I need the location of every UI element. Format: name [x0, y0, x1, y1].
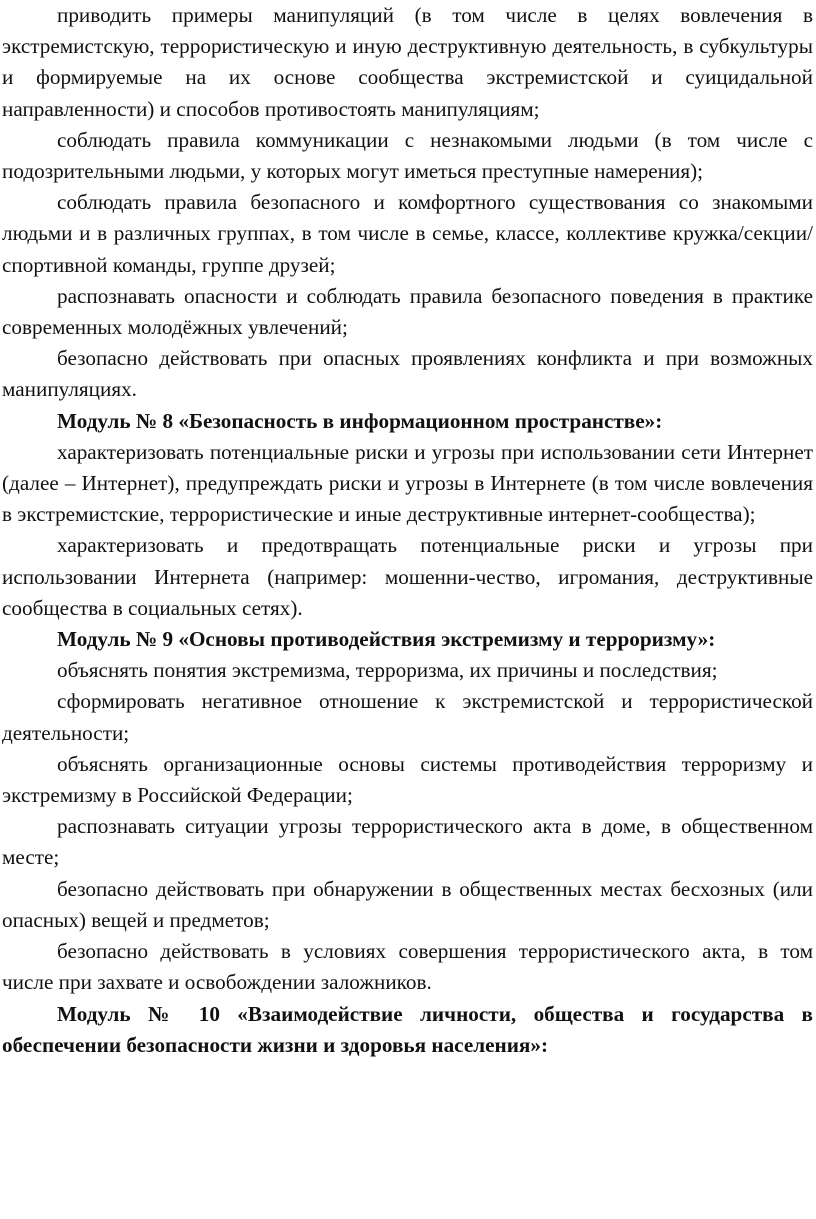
paragraph-internet-risks: характеризовать потенциальные риски и угрозы при использовании сети Интернет (далее – Интернет), предупреждать риски и угрозы в Интернете (в том числе вовлечения в экстремистские, террористические и иные деструктивные интернет-сообщества);	[2, 439, 813, 527]
paragraph-unattended-items: безопасно действовать при обнаружении в общественных местах бесхозных (или опасных) вещей и предметов;	[2, 876, 813, 932]
paragraph-extremism-concepts: объяснять понятия экстремизма, терроризма, их причины и последствия;	[57, 658, 718, 683]
paragraph-manipulation-examples: приводить примеры манипуляций (в том числе в целях вовлечения в экстремистскую, террористическую и иную деструктивную деятельность, в субкультуры и формируемые на их основе сообщества экстремистской и суицидальной направленности) и способов противостоять манипуляциям;	[2, 3, 813, 121]
paragraph-internet-threats: характеризовать и предотвращать потенциальные риски и угрозы при использовании Интернета (например: мошенни-чество, игромания, деструктивные сообщества в социальных сетях).	[2, 533, 813, 620]
paragraph-hostage-situation: безопасно действовать в условиях совершения террористического акта, в том числе при захвате и освобождении заложников.	[2, 939, 813, 995]
paragraph-threat-recognition: распознавать ситуации угрозы террористического акта в доме, в общественном месте;	[2, 814, 813, 870]
paragraph-youth-hobbies: распознавать опасности и соблюдать правила безопасного поведения в практике современных молодёжных увлечений;	[2, 283, 813, 340]
module-10-heading: Модуль № 10 «Взаимодействие личности, общества и государства в обеспечении безопасности жизни и здоровья населения»:	[2, 1001, 813, 1057]
paragraph-stranger-communication: соблюдать правила коммуникации с незнакомыми людьми (в том числе с подозрительными людьми, у которых могут иметься преступные намерения);	[2, 127, 813, 184]
module-8-heading: Модуль № 8 «Безопасность в информационном пространстве»:	[57, 408, 663, 433]
paragraph-counteraction-system: объяснять организационные основы системы противодействия терроризму и экстремизму в Российской Федерации;	[2, 751, 813, 808]
paragraph-group-safety: соблюдать правила безопасного и комфортного существования со знакомыми людьми и в различных группах, в том числе в семье, классе, коллективе кружка/секции/спортивной команды, группе друзей;	[2, 190, 813, 277]
paragraph-negative-attitude: сформировать негативное отношение к экстремистской и террористической деятельности;	[2, 689, 813, 745]
module-9-heading: Модуль № 9 «Основы противодействия экстремизму и терроризму»:	[57, 627, 716, 652]
paragraph-conflict-safety: безопасно действовать при опасных проявлениях конфликта и при возможных манипуляциях.	[2, 346, 813, 402]
